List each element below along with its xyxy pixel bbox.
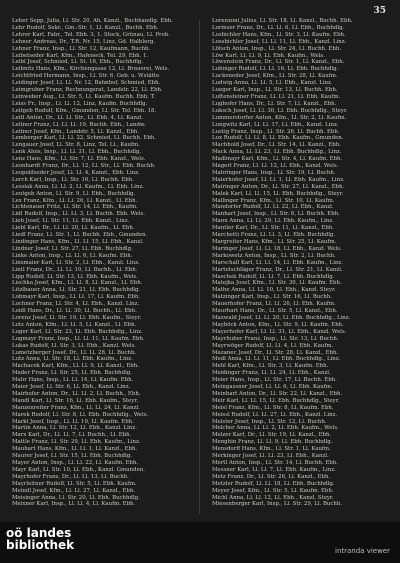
directory-entry: Madlmayr Karl, Kfm., Ll. Str. 4, Ll. Kaufm. Ebh. <box>212 156 343 163</box>
directory-entry: Meyer Josef, Kfm., Ll. Str. 5, Ll. Kaufm. Ebh. <box>212 487 334 494</box>
directory-entry: Lux Rudolf, Ll. Ll. 8, Ll. Ebh. Kaufm., Gmunden. <box>212 135 344 142</box>
directory-entry: Lerch Karl, Insp., Ll. Str. 16, Ll. Buchh. Ebh. <box>12 176 134 183</box>
directory-entry: Luksch Josef, Ll. Ll. 30, Ll. Ebh. Buchhdlg., Steyr. <box>212 107 348 114</box>
directory-entry: Mattle Franz, Ll. Str. 29, Ll. Ebh. Kaufm., Linz. <box>12 439 141 446</box>
directory-entry: Leitl Anton, Dr., Ll. Ll. Str., Ll. Ebh. 4, Ll. Kanzl. <box>12 114 144 121</box>
logo-text-line-1: oö landes <box>6 526 72 540</box>
directory-entry: Leibetseder Karl, Kfm., Hafeneck, Tel. 29, Ebh. 1. <box>12 52 149 59</box>
page-number: 35 <box>373 6 386 16</box>
directory-entry: Meinhart Anton, Dr., Ll. Str. 22, Ll. Kanzl., Ebh. <box>212 390 343 397</box>
directory-entry: Magerl Franz, Ll. Ll. 12, Ll. Ebh., Kanzl. Wels. <box>212 163 339 170</box>
directory-entry: Linsmaier Karl, Ll. Str. 2, Ll. Ebh., Kanzl. Linz. <box>12 259 140 266</box>
directory-entry: Leibl Josef, Schmied, Ll. St. 18, Ebh., Buchhdlg. <box>12 59 144 66</box>
directory-entry: Linke Anton, Insp., Ll. Ll. 6, Ll. Kaufm. Ebh. <box>12 252 133 259</box>
directory-entry: Lustig Franz, Insp., Ll. Str. 26, Ll. Buchh. Ebh. <box>212 128 340 135</box>
directory-entry: Lughofer Hans, Dr., Ll. Str. 7, Ll. Kanzl., Ebh. <box>212 100 337 107</box>
directory-entry: Machhold Josef, Dr., Ll. Str. 14, Ll. Kanzl., Ebh. <box>212 142 341 149</box>
directory-entry: Leopoldseder Josef, Ll. Ll. 4, Kanzl., Ebh. Linz. <box>12 169 140 176</box>
directory-entry: Leimgruber Franz, Rechnungsrat, Landstr. 22, Ll. Ebh. <box>12 87 163 94</box>
directory-entry: Leinweber Aug., Ll. Str. 5, Ll. Kaufm. Buchh. Ebh. T. <box>12 93 156 100</box>
directory-entry: Mader Franz, Ll. Str. 25, Ll. Ebh. Buchhdlg. <box>12 370 132 377</box>
left-column <box>12 18 188 508</box>
directory-entry: Maschek Rudolf, Ll. Ll. 7, Ll. Ebh. Buchhdlg. <box>212 273 335 280</box>
directory-entry: Meir Karl, Ll. Ll. 15, Ll. Ebh. Buchhdlg., Steyr. <box>212 397 340 404</box>
directory-entry: Mahringer Hans, Insp., Ll. Str. 19, Ll. Buchh. <box>212 169 336 176</box>
directory-entry: Maurhart Hans, Dr., Ll. Str. 5, Ll. Kanzl., Ebh. <box>212 308 338 315</box>
directory-entry: Mathe Anna, Ll. Ll. 10, Ll. Ebh., Kanzl. Steyr. <box>212 287 336 294</box>
directory-entry: Lichtenauer Fritz, Ll. Str. 14, Ll. Ebh., Kaufm. <box>12 204 138 211</box>
directory-entry: Maierhofer Josef, Ll. Ll. 1, Ll. Ebh. Kaufm., Linz. <box>212 176 345 183</box>
directory-entry: Mairinger Anton, Dr., Ll. Str. 27, Ll. Kanzl., Ebh. <box>212 183 345 190</box>
directory-entry: Marschall Karl, Ll. Ll. 14, Ll. Ebh. Kaufm., Linz. <box>212 259 343 266</box>
directory-entry: Mayer Anton, Insp., Ll. Ll. 22, Ll. Kaufm. Ebh. <box>12 460 139 466</box>
directory-entry: Lenk Alois, Insp., Ll. Ll. 31, Ll. Ebh., Buchhdlg. <box>12 149 142 156</box>
directory-entry: Margreiter Hans, Kfm., Ll. Str. 25, Ll. Kaufm. <box>212 239 337 245</box>
directory-entry: Leitner Josef, Kfm., Landstr. 5, Ll. Kanzl., Ebh. <box>12 128 140 135</box>
directory-entry: Menghin Franz, Ll. Ll. 9, Ll. Ebh. Buchhdlg. <box>212 439 333 446</box>
directory-entry: Löw Karl, Ll. Ll. 9, Ll. Ebh. Kaufm., Wels. <box>212 52 325 59</box>
directory-entry: Mallinger Franz, Kfm., Ll. Str. 10, Ll. Kaufm. <box>212 197 335 204</box>
directory-entry: Leher Sepp, Julia, Ll. Str. 20, Ah. Kanzl., Buchhandlg. Ebh. <box>12 18 173 24</box>
directory-entry: Mensdorff Hans, Kfm., Ll. Str. 1, Ll. Kaufm. <box>212 446 331 453</box>
directory-entry: Mack Anna, Ll. Ll. 23, Ll. Ebh. Buchhdlg., Linz. <box>212 149 342 156</box>
directory-entry: Meindl Josef, Kfm., Ll. Ll. 27, Ll. Kanzl., Ebh. <box>12 487 136 494</box>
directory-entry: Lossbichler Josef, Ll. Ll. 11, Ll. Ebh., Kanzl. Linz. <box>212 38 347 45</box>
directory-entry: Matzinger Karl, Insp., Ll. Str. 16, Ll. Buchh. <box>212 294 332 301</box>
directory-entry: Ludwig Anna, Ll. Ll. 5, Ll. Ebh., Kanzl. Linz. <box>212 80 333 87</box>
directory-entry: Lex Franz, Kfm., Ll. Ll. 26, Ll. Kanzl., Ll. Ebh. <box>12 197 138 204</box>
directory-entry: Leitner Franz, Ll. Ll. Ll. 19, Buchh. Ebh., Landw. <box>12 121 146 128</box>
directory-entry: Metzler Rudolf, Ll. Ll. 18, Ll. Ebh. Buchhdlg. <box>212 480 335 487</box>
directory-entry: Metz Franz, Dr., Ll. Str. 26, Ll. Kanzl., Ebh. <box>212 473 331 480</box>
directory-entry: Lötsch Anton, Insp., Ll. Str. 24, Ll. Buchh. Ebh. <box>212 45 342 52</box>
directory-entry: Losbichler Hans, Kfm., Ll. Str. 3, Ll. Kaufm. Ebh. <box>212 31 346 38</box>
directory-entry: Mayrhuber Franz, Insp., Ll. Str. 13, Ll. Buchh. <box>212 335 339 342</box>
directory-entry: Matejka Josef, Kfm., Ll. Str. 30, Ll. Kaufm. Ebh. <box>212 280 342 287</box>
directory-entry: Lutz Anna, Ll. Str. 18, Ll. Ebh. Kaufm., Linz. <box>12 356 133 363</box>
directory-entry: Leonhardt Franz, Dr., Ll. 12, Ll. Str., Ll. Ebh. Buchh. <box>12 163 156 170</box>
directory-entry: Mahr Hans, Insp., Ll. Ll. 14, Ll. Kaufm. Ebh. <box>12 377 134 384</box>
directory-entry: Meister Josef, Insp., Ll. Str. 12, Ll. Buchh. <box>212 418 327 425</box>
directory-entry: Lumetzberger Josef, Dr., Ll. Ll. 28, Ll. Buchh. <box>12 349 137 356</box>
directory-entry: Lemberger Karl, Ll. Ll. 22, Schmied, Ll. Buchh. Ebh. <box>12 135 156 142</box>
directory-entry: Lischka Josef, Kfm., Ll. Ll. 8, Ll. Kanzl., Ll. Ebh. <box>12 280 143 287</box>
directory-entry: Lummerstorfer Anton, Kfm., Ll. Str. 2, Ll. Kaufm. <box>212 114 347 121</box>
directory-entry: Lueger Karl, Insp., Ll. Str. 13, Ll. Buchh. Ebh. <box>212 87 338 94</box>
directory-entry: Lindner Josef, Ll. Str. 27, Ll. Ebh. Buchhdlg. <box>12 245 133 252</box>
directory-entry: Lindinger Hans, Kfm., Ll. Ll. 15, Ll. Ebh., Kanzl. <box>12 239 144 245</box>
directory-entry: Loidl Hans, Dr., Ll. Ll. 30, Ll. Buchh., Ll. Ebh. <box>12 308 137 315</box>
directory-entry: Lorenz Josef, Ll. Str. 19, Ll. Ebh. Kaufm., Steyr. <box>12 314 142 321</box>
directory-entry: Lubinger Rudolf, Ll. Ll. 16, Ll. Ebh. Buchhdlg. <box>212 66 339 73</box>
directory-entry: Leitgeb Rudolf, Kfm., Gmunden, Ll. Str. Tel. Ebh. 18. <box>12 107 157 114</box>
directory-entry: Mairhofer Anton, Dr., Ll. Ll. 2, Ll. Buchh., Ebh. <box>12 390 141 397</box>
directory-entry: Mayböck Anton, Kfm., Ll. Str. 9, Ll. Kaufm. Ebh. <box>212 321 344 328</box>
directory-entry: Lungwitz Karl, Ll. Ll. 17, Ll. Ebh., Kanzl. Linz. <box>212 121 339 128</box>
directory-entry: Machacek Karl, Kfm., Ll. Ll. 9, Ll. Kanzl., Ebh. <box>12 363 139 370</box>
directory-entry: Meisinger Anna, Ll. Str. 20, Ll. Ebh. Buchhdlg. <box>12 494 140 501</box>
directory-entry: Michl Anna, Ll. Ll. 12, Ll. Ebh., Kanzl. Steyr. <box>212 494 334 501</box>
directory-entry: Markowetz Anton, Insp., Ll. Str. 2, Ll. Buchh. <box>212 252 336 259</box>
directory-entry: Luftensteiner Franz, Ll. Ll. 21, Ll. Ebh. Kaufm. <box>212 93 341 100</box>
directory-entry: Lieb Josef, Ll. Str. 11, Ll. Ebh. Kanzl., Linz. <box>12 218 130 225</box>
directory-entry: Meisl Franz, Kfm., Ll. Str. 8, Ll. Kaufm. Ebh. <box>212 404 334 411</box>
directory-entry: Melzer Karl, Dr., Ll. Str. 19, Ll. Kanzl., Ebh. <box>212 432 332 439</box>
directory-entry: Lehner Franz, Insp., Ll. Str. 12, Kaufmann, Buchh. <box>12 45 151 52</box>
library-logo[interactable] <box>6 527 74 551</box>
directory-entry: Mauhart Hans, Kfm., Ll. Ll. 1, Ll. Kanzl., Ebh. <box>12 446 138 453</box>
directory-entry: Marek Rudolf, Ll. Str. 8, Ll. Ebh. Buchhdlg., Wels. <box>12 411 149 418</box>
directory-entry: Lorinser Franz, Dr., Ll. Ll. 6, Ll. Ebh., Buchhdlg. <box>212 24 345 31</box>
directory-entry: Leichtfried Hermann, Insp., Ll. Str. 6, Geb. u. Wstätte <box>12 73 160 80</box>
directory-entry: Mayerhofer Karl, Ll. Ll. 31, Ll. Ebh., Kanzl. Wels. <box>212 328 347 335</box>
directory-entry: Lorenzoni Julius, Ll. Str. 18, Ll. Kanzl., Buchh. Ebh. <box>212 18 353 24</box>
directory-entry: Mantler Karl, Dr., Ll. Str. 11, Ll. Kanzl., Ebh. <box>212 225 334 232</box>
directory-entry: Lehrer Karl, Fabr., Tel. Ebh. 3, 1. Stock, Grünau, Ll. Prob. <box>12 31 171 38</box>
directory-entry: Lehr Rudolf, Sekr., Gm.-Str. 1, Ll. Kanzl., Buchh. Ebh. <box>12 24 159 31</box>
directory-entry: Lugmayr Franz, Insp., Ll. Ll. 11, Ll. Kaufm. Ebh. <box>12 335 145 342</box>
directory-entry: Martetschläger Franz, Dr., Ll. Str. 21, Ll. Kanzl. <box>212 266 343 273</box>
directory-entry: Leidinger Josef, Ll. Ll. Nr. 12, Bahnhof, Schmied, Ebh. <box>12 80 161 87</box>
directory-entry: Marchetti Franz, Ll. Ll. 3, Ll. Ebh. Buchhdlg. <box>212 232 336 239</box>
directory-entry: Meissl Rudolf, Ll. Ll. 27, Ll. Ebh., Kanzl. Linz. <box>212 411 338 418</box>
directory-entry: Meingassner Josef, Ll. Ll. 6, Ll. Ebh. Kaufm. <box>212 384 333 391</box>
directory-entry: Mayr Karl, Ll. Str. 10, Ll. Ebh., Kanzl. Gmunden. <box>12 466 145 473</box>
directory-entry: Lessiak Anna, Ll. Ll. 2, Ll. Kaufm., Ll. Ebh. Linz. <box>12 183 145 190</box>
directory-entry: Lochner Franz, Ll. Str. 4, Ll. Ebh., Kanzl. Linz. <box>12 301 140 308</box>
directory-entry: Medl Anna, Ll. Ll. 11, Ll. Ebh. Buchhdlg., Linz. <box>212 356 341 363</box>
directory-entry: Markl Josef, Insp., Ll. Ll. 19, Ll. Kaufm. Ebh. <box>12 418 134 425</box>
directory-entry: Liebl Karl, Dr., Ll. Ll. 20, Ll. Kaufm., Ll. Ebh. <box>12 225 135 232</box>
directory-entry: Melcher Anna, Ll. Ll. 2, Ll. Ebh. Kaufm., Wels. <box>212 425 339 432</box>
viewer-brand-label: intranda viewer <box>335 547 390 555</box>
directory-entry: Lehner Andreas, Dr., T.R. Nr. 15, Linz, Gd. Halblerg. <box>12 38 156 45</box>
directory-entry: Mayrleitner Rudolf, Ll. Str. 5, Ll. Ebh. Kaufm. <box>12 480 137 487</box>
directory-entry: Luger Karl, Ll. Str. 23, Ll. Ebh. Buchhdlg., Linz. <box>12 328 143 335</box>
directory-entry: Lengauer Josef, Ll. Str. 8, Linz, Tel. Ll., Kaufm. <box>12 142 140 149</box>
directory-entry: Maurer Josef, Ll. Str. 15, Ll. Ebh. Buchhdlg. <box>12 453 132 460</box>
directory-entry: Mehl Karl, Kfm., Ll. Str. 3, Ll. Kaufm. Ebh. <box>212 363 329 370</box>
directory-entry: Meidinger Franz, Ll. Ll. 24, Ll. Ebh., Kanzl. <box>212 370 331 377</box>
right-column <box>212 18 388 508</box>
directory-entry: Lintl Franz, Dr., Ll. Ll. 10, Ll. Buchh., Ll. Ebh. <box>12 266 138 273</box>
directory-entry: Lenz Hans, Kfm., Ll. Str. 7, Ll. Ebh. Kanzl., Wels. <box>12 156 146 163</box>
viewer-footer <box>0 522 400 563</box>
directory-entry: Maringer Josef, Ll. Ll. 18, Ll. Ebh., Kanzl. Wels. <box>212 245 342 252</box>
directory-entry: Löwenstein Franz, Dr., Ll. Str. 1, Ll. Kanzl., Ebh. <box>212 59 345 66</box>
column-divider <box>199 20 200 514</box>
directory-entry: Martin Anna, Ll. Str. 12, Ll. Ebh., Kanzl. Linz. <box>12 425 137 432</box>
directory-entry: Manzenreiter Franz, Kfm., Ll. Ll. 24, Ll. Kanzl. <box>12 404 140 411</box>
directory-entry: Mayrwöger Rudolf, Ll. Ll. 4, Ll. Ebh. Kaufm. <box>212 342 334 349</box>
directory-entry: Leibnitz Hans, Kfm., Kirchengasse 12, Ll. Brauerei, Wels. <box>12 66 170 73</box>
directory-entry: Luckeneder Josef, Kfm., Ll. Str. 28, Ll. Kaufm. <box>212 73 338 80</box>
directory-entry: Meixner Karl, Insp., Ll. Ll. 4, Ll. Kaufm. Ebh. <box>12 501 136 508</box>
directory-entry: Liedl Franz, Ll. Str. 1, Ll. Buchh. Ebh., Gmunden. <box>12 232 148 239</box>
directory-entry: Mauerhofer Franz, Ll. Ll. 26, Ll. Ebh. Kaufm. <box>212 301 336 308</box>
directory-entry: Lobmayr Karl, Insp., Ll. Ll. 17, Ll. Kaufm. Ebh. <box>12 294 141 301</box>
directory-entry: Maxwald Josef, Ll. Ll. 20, Ll. Ebh. Buchhdlg., Linz. <box>212 314 351 321</box>
directory-entry: Meier Hans, Insp., Ll. Str. 17, Ll. Buchh. Ebh. <box>212 377 337 384</box>
directory-entry: Litzlbauer Anna, Ll. Str. 21, Ll. Ebh. Buchhdlg. <box>12 287 141 294</box>
directory-entry: Miesenberger Karl, Insp., Ll. Str. 29, Ll. Buchh. <box>212 501 343 508</box>
directory-entry: Leutgeb Anton, Ll. Str. 9, Ll. Ebh., Buchhdlg. <box>12 190 136 197</box>
directory-entry: Marx Karl, Dr., Ll. Ll. 7, Ll. Buchh., Ll. Ebh. <box>12 432 132 439</box>
directory-entry: Lidl Rudolf, Insp., Ll. Ll. 3, Ll. Buchh. Ebh. Wels. <box>12 211 145 218</box>
directory-entry: Mann Anna, Ll. Ll. 29, Ll. Ebh. Kaufm., Linz. <box>212 218 334 225</box>
directory-entry: Malek Karl, Ll. Ll. 15, Ll. Ebh. Buchhdlg., Steyr. <box>212 190 344 197</box>
directory-entry: Mertl Anton, Insp., Ll. Str. 14, Ll. Buchh. Ebh. <box>212 460 338 466</box>
directory-entry: Lipp Rudolf, Ll. Str. 13, Ll. Ebh. Kaufm., Wels. <box>12 273 138 280</box>
directory-entry: Mandorfer Rudolf, Ll. Ll. 22, Ll. Ebh., Kanzl. <box>212 204 334 211</box>
directory-entry: Mandl Karl, Ll. Str. 16, Ll. Ebh. Kaufm., Steyr. <box>12 397 139 404</box>
directory-entry: Mayrhofer Franz, Dr., Ll. Ll. 13, Ll. Buchh. <box>12 473 129 480</box>
directory-entry: Mazanec Josef, Dr., Ll. Str. 28, Ll. Kanzl., Ebh. <box>212 349 339 356</box>
directory-entry: Maier Josef, Ll. Str. 6, Ll. Ebh., Kanzl. Linz. <box>12 384 131 391</box>
directory-entry: Lukas Rudolf, Ll. Str. 3, Ll. Ebh., Kanzl. Wels. <box>12 342 136 349</box>
directory-entry: Merkinger Josef, Ll. Ll. 23, Ll. Ebh., Kanzl. <box>212 453 329 460</box>
logo-text-line-2: bibliothek <box>6 538 75 552</box>
directory-entry: Leiss Fr., Insp., Ll. Ll. 12, Linz, Kaufm. Buchhdlg. <box>12 100 148 107</box>
directory-entry: Messner Karl, Ll. Ll. 7, Ll. Ebh. Kaufm., Linz. <box>212 466 336 473</box>
directory-entry: Manhart Josef, Insp., Ll. Str. 6, Ll. Buchh. Ebh. <box>212 211 340 218</box>
directory-entry: Lotz Anton, Kfm., Ll. Ll. 5, Ll. Kanzl., Ll. Ebh. <box>12 321 137 328</box>
